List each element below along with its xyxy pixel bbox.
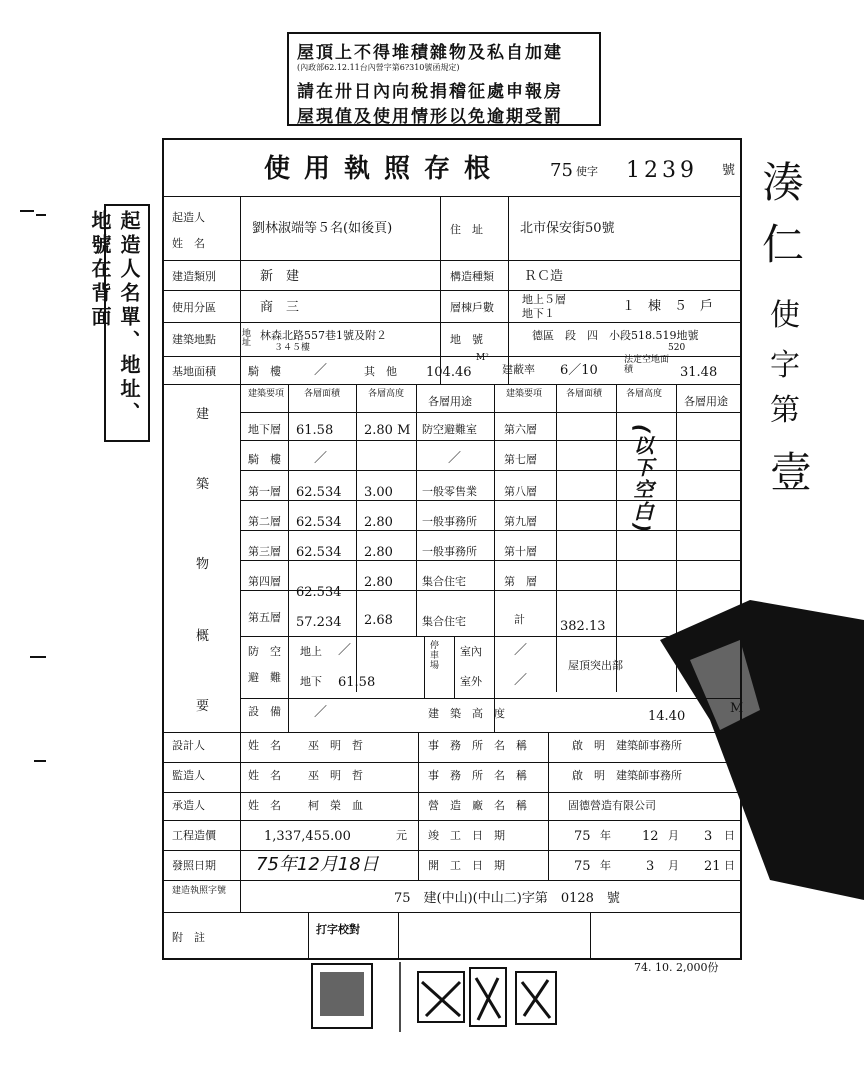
rule <box>548 732 549 880</box>
rule <box>356 384 357 692</box>
issue-value: 75年12月18日 <box>256 854 379 875</box>
rule <box>308 912 309 960</box>
rule <box>616 384 617 692</box>
floor-name: 第三層 <box>248 545 281 558</box>
struct-label: 構造種類 <box>450 270 494 283</box>
rule <box>240 698 740 699</box>
form-use-label: 使字 <box>576 165 598 178</box>
legal-label: 法定空地面積 <box>624 355 670 375</box>
floor-height: 2.68 <box>364 613 393 628</box>
address-label: 住 址 <box>450 223 483 236</box>
use-zone-value: 商 三 <box>260 300 300 315</box>
floor-height: 2.80 M <box>364 423 411 438</box>
rule <box>590 912 591 960</box>
defense-below-value: 61.58 <box>338 675 376 690</box>
person-office-label: 事 務 所 名 稱 <box>428 739 527 752</box>
person-name-label: 姓 名 <box>248 769 281 782</box>
rule <box>240 196 241 912</box>
outdoor-value: ／ <box>514 673 528 688</box>
notice-line-3: 請在卅日內向稅捐稽征處申報房 <box>297 82 563 102</box>
floor-area: 61.58 <box>296 423 334 438</box>
start-label: 開 工 日 期 <box>428 859 505 872</box>
floor-area: ／ <box>314 451 328 466</box>
floor-total: 382.13 <box>560 619 606 634</box>
permit-label: 建造執照字號 <box>172 886 227 896</box>
floor-area: 62.534 <box>296 485 342 500</box>
footer-print: 74. 10. 2,000份 <box>634 961 719 974</box>
floor-height: 2.80 <box>364 515 393 530</box>
rule <box>164 762 740 763</box>
rule <box>164 820 740 821</box>
hdr-item-right: 建築要項 <box>506 389 543 399</box>
floors-count: １ 棟 ５ 戶 <box>622 299 714 314</box>
left-vertical-stamp <box>88 204 150 442</box>
form-number: 1239 <box>626 158 698 183</box>
rule <box>164 384 740 385</box>
approval-stamps <box>310 962 580 1032</box>
rule <box>240 412 740 413</box>
floor-total-label: 計 <box>514 613 525 626</box>
site-value: 林森北路557巷1號及附２ <box>260 329 387 342</box>
floor-name-right: 第九層 <box>504 515 537 528</box>
floor-name-right: 第八層 <box>504 485 537 498</box>
person-name: 巫 明 哲 <box>308 769 363 782</box>
rule <box>556 384 557 692</box>
start-d-unit: 日 <box>724 859 735 872</box>
defense-equip-value: ／ <box>314 705 328 720</box>
owner-value: 劉林淑端等５名(如後頁) <box>252 221 393 236</box>
defense-above-value: ／ <box>338 643 352 658</box>
side-label-c1: 建 <box>196 407 210 422</box>
ratio-label: 建蔽率 <box>502 363 535 376</box>
notice-line-1: 屋頂上不得堆積雜物及私自加建 <box>297 43 563 63</box>
hdr-use-right: 各層用途 <box>684 395 728 408</box>
person-name-label: 姓 名 <box>248 799 281 812</box>
rule <box>240 440 740 441</box>
finish-y-unit: 年 <box>600 829 611 842</box>
notice-stamp <box>287 32 601 126</box>
person-office: 啟 明 建築師事務所 <box>572 769 682 782</box>
indoor-value: ／ <box>514 643 528 658</box>
issue-label: 發照日期 <box>172 859 216 872</box>
side-label-c3: 物 <box>196 557 210 572</box>
floor-name-right: 第六層 <box>504 423 537 436</box>
arcade-value: ／ <box>314 363 328 378</box>
cost-value: 1,337,455.00 <box>264 829 351 844</box>
finish-d-unit: 日 <box>724 829 735 842</box>
permit-value: 75 建(中山)(中山二)字第 0128 號 <box>394 891 620 906</box>
floor-use: 防空避難室 <box>422 423 477 436</box>
rule <box>164 850 740 851</box>
person-name: 巫 明 哲 <box>308 739 363 752</box>
lot-value-2: 520 <box>668 343 686 353</box>
person-office-label: 營 造 廠 名 稱 <box>428 799 527 812</box>
rule <box>164 260 740 261</box>
rule <box>508 196 509 384</box>
rule <box>164 912 740 913</box>
rule <box>398 912 399 960</box>
defense-label-c: 設 備 <box>248 705 281 718</box>
floor-name-right: 第十層 <box>504 545 537 558</box>
floor-name: 第一層 <box>248 485 281 498</box>
note-label: 附 註 <box>172 931 205 944</box>
person-label: 設計人 <box>172 739 205 752</box>
side-fragment: 湊 <box>762 158 805 207</box>
legal-value: 31.48 <box>680 365 718 380</box>
indoor-label: 室內 <box>460 645 482 658</box>
floor-use: 一般零售業 <box>422 485 477 498</box>
floors-label: 層棟戶數 <box>450 301 494 314</box>
person-name: 柯 榮 血 <box>308 799 363 812</box>
form-year: 75 <box>550 160 573 181</box>
rule <box>164 732 740 733</box>
finish-m-unit: 月 <box>668 829 679 842</box>
left-stamp-text: 起造人名單、地址、地號在背面 <box>88 210 141 426</box>
type-label: 建造類別 <box>172 270 216 283</box>
hdr-use: 各層用途 <box>428 395 472 408</box>
person-label: 監造人 <box>172 769 205 782</box>
ratio-value: 6／10 <box>560 363 598 378</box>
rule <box>164 290 740 291</box>
floor-height: 2.80 <box>364 545 393 560</box>
floor-use: 集合住宅 <box>422 575 466 588</box>
area-label: 基地面積 <box>172 365 216 378</box>
hdr-item: 建築要項 <box>248 389 285 399</box>
floor-use: 一般事務所 <box>422 545 477 558</box>
rule <box>164 880 740 881</box>
floor-height: 2.80 <box>364 575 393 590</box>
hdr-height: 各層高度 <box>368 389 405 399</box>
side-fragment: 第 <box>770 393 800 428</box>
arcade-label: 騎 樓 <box>248 365 281 378</box>
floor-name: 騎 樓 <box>248 453 281 466</box>
side-fragment: 字 <box>770 348 800 383</box>
hdr-area: 各層面積 <box>304 389 341 399</box>
type-value: 新 建 <box>260 269 300 284</box>
other-label: 其 他 <box>364 365 397 378</box>
start-year: 75 <box>574 859 591 874</box>
other-value: 104.46 <box>426 365 472 380</box>
site-prefix: 地址 <box>242 329 252 348</box>
rule <box>440 196 441 384</box>
finish-month: 12 <box>642 829 659 844</box>
defense-label-b: 避 難 <box>248 671 281 684</box>
rule <box>416 384 417 636</box>
floor-use: ／ <box>448 451 462 466</box>
form-title: 使用執照存根 <box>264 154 505 184</box>
floors-below: 地下１ <box>522 307 555 320</box>
rule <box>494 384 495 732</box>
rule <box>240 560 740 561</box>
side-fragment: 使 <box>770 298 800 333</box>
check-label: 打字校對 <box>316 923 360 936</box>
notice-line-2: (內政部62.12.11台內營字第6?310號函規定) <box>297 63 460 72</box>
person-office: 啟 明 建築師事務所 <box>572 739 682 752</box>
cost-unit: 元 <box>396 829 407 842</box>
rule <box>240 636 740 637</box>
rule <box>418 732 419 880</box>
person-name-label: 姓 名 <box>248 739 281 752</box>
rule <box>164 196 740 197</box>
notice-line-4: 屋現值及使用情形以免逾期受罰 <box>297 107 563 127</box>
rule <box>240 500 740 501</box>
rule <box>164 792 740 793</box>
defense-above-label: 地上 <box>300 645 322 658</box>
floor-name-right: 第 層 <box>504 575 537 588</box>
side-fragment: 壹 <box>770 448 813 497</box>
unit: M² <box>476 353 489 363</box>
height-label: 建 築 高 度 <box>428 707 505 720</box>
form-number-suffix: 號 <box>722 163 736 178</box>
person-office-label: 事 務 所 名 稱 <box>428 769 527 782</box>
defense-label-a: 防 空 <box>248 645 281 658</box>
site-label: 建築地點 <box>172 333 216 346</box>
rule <box>454 636 455 698</box>
floor-height: 3.00 <box>364 485 393 500</box>
owner-label-a: 起造人 <box>172 211 205 224</box>
rule <box>424 636 425 698</box>
floor-use: 集合住宅 <box>422 615 466 628</box>
rule <box>164 322 740 323</box>
side-label-c4: 概 <box>196 629 210 644</box>
finish-label: 竣 工 日 期 <box>428 829 505 842</box>
side-label-c2: 築 <box>196 477 210 492</box>
rule <box>240 470 740 471</box>
permit-form <box>162 138 744 974</box>
start-y-unit: 年 <box>600 859 611 872</box>
owner-label-b: 姓 名 <box>172 237 205 250</box>
floor-area: 62.534 <box>296 585 342 600</box>
roof-label: 屋頂突出部 <box>568 659 623 672</box>
start-day: 21 <box>704 859 721 874</box>
floors-above: 地上５層 <box>522 293 566 306</box>
outdoor-label: 室外 <box>460 675 482 688</box>
defense-below-label: 地下 <box>300 675 322 688</box>
cost-label: 工程造價 <box>172 829 216 842</box>
rule <box>240 530 740 531</box>
use-zone-label: 使用分區 <box>172 301 216 314</box>
scan-mark <box>36 214 46 216</box>
height-unit: M <box>730 701 744 716</box>
rule <box>676 384 677 692</box>
hdr-area-right: 各層面積 <box>566 389 603 399</box>
side-fragment: 仁 <box>762 220 805 269</box>
floor-area: 62.534 <box>296 515 342 530</box>
start-month: 3 <box>646 859 655 874</box>
floor-name-right: 第七層 <box>504 453 537 466</box>
hdr-height-right: 各層高度 <box>626 389 663 399</box>
floor-area: 62.534 <box>296 545 342 560</box>
lot-value: 德區 段 四 小段518.519地號 <box>532 329 699 342</box>
finish-year: 75 <box>574 829 591 844</box>
address-value: 北市保安街50號 <box>520 221 615 236</box>
floor-name: 第二層 <box>248 515 281 528</box>
scan-mark <box>30 656 46 658</box>
floor-name: 第五層 <box>248 611 281 624</box>
scan-mark <box>20 210 34 212</box>
floor-use: 一般事務所 <box>422 515 477 528</box>
height-value: 14.40 <box>648 709 686 724</box>
floor-area: 57.234 <box>296 615 342 630</box>
finish-day: 3 <box>704 829 713 844</box>
site-value-2: ３４５樓 <box>274 343 311 353</box>
blank-note: (以下空白) <box>630 424 654 535</box>
rule <box>288 384 289 732</box>
side-label-c5: 要 <box>196 699 210 714</box>
person-label: 承造人 <box>172 799 205 812</box>
start-m-unit: 月 <box>668 859 679 872</box>
person-office: 固德營造有限公司 <box>568 799 656 812</box>
floor-name: 第四層 <box>248 575 281 588</box>
scan-mark <box>34 760 46 762</box>
struct-value: ＲＣ造 <box>524 269 564 284</box>
parking-label: 停車場 <box>430 641 440 671</box>
floor-name: 地下層 <box>248 423 281 436</box>
lot-label: 地 號 <box>450 333 483 346</box>
